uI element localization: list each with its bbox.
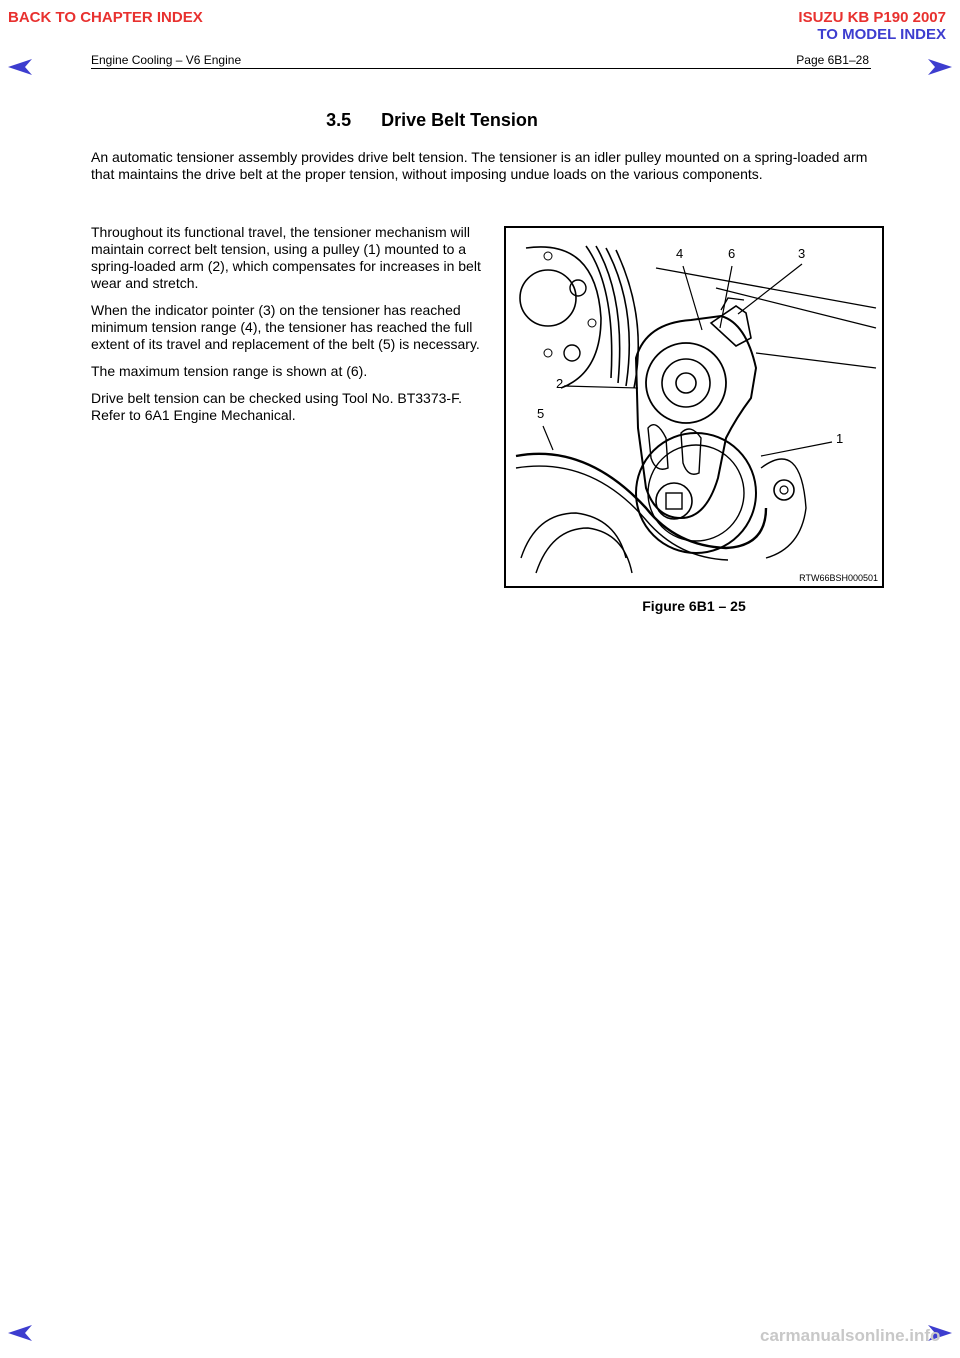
callout-3: 3 bbox=[798, 246, 806, 261]
callout-6: 6 bbox=[728, 246, 736, 261]
back-to-chapter-index-link[interactable]: BACK TO CHAPTER INDEX bbox=[8, 9, 203, 26]
intro-paragraph: An automatic tensioner assembly provides drive belt tension. The tensioner is an idler pulley mounted on a spring-loaded arm that maintains the drive belt at the proper tension, without imposing undue loads on the various components. bbox=[91, 149, 868, 182]
arrow-left-icon[interactable] bbox=[6, 1324, 34, 1342]
watermark: carmanualsonline.info bbox=[760, 1326, 941, 1345]
arrow-right-icon[interactable] bbox=[926, 58, 954, 76]
section-heading: 3.5 Drive Belt Tension bbox=[326, 110, 538, 130]
header-section: Engine Cooling – V6 Engine bbox=[91, 53, 242, 67]
paragraph-max-tension: The maximum tension range is shown at (6). bbox=[91, 363, 368, 379]
callout-2: 2 bbox=[556, 376, 564, 391]
figure-caption: Figure 6B1 – 25 bbox=[642, 598, 746, 614]
header-rule bbox=[91, 68, 871, 69]
paragraph-tensioner-mechanism: Throughout its functional travel, the tensioner mechanism will maintain correct belt tension, using a pulley (1) mounted to a spring-loaded arm (2), which compensates for increases in belt wear and stretch. bbox=[91, 224, 481, 291]
figure-drive-belt-tensioner bbox=[504, 226, 884, 588]
paragraph-indicator-pointer: When the indicator pointer (3) on the tensioner has reached minimum tension range (4), the tensioner has reached the full extent of its travel and replacement of the belt (5) is necessary. bbox=[91, 302, 480, 352]
tensioner-illustration bbox=[506, 228, 882, 586]
model-nav bbox=[798, 9, 946, 43]
body-text bbox=[91, 224, 486, 434]
arrow-left-icon[interactable] bbox=[6, 58, 34, 76]
callout-1: 1 bbox=[836, 431, 844, 446]
callout-5: 5 bbox=[537, 406, 545, 421]
callout-4: 4 bbox=[676, 246, 684, 261]
to-model-index-link[interactable]: TO MODEL INDEX bbox=[817, 26, 946, 43]
model-title-link[interactable]: ISUZU KB P190 2007 bbox=[798, 9, 946, 26]
figure-code: RTW66BSH000501 bbox=[799, 573, 878, 583]
header-page-number: Page 6B1–28 bbox=[796, 53, 869, 67]
paragraph-tool-reference: Drive belt tension can be checked using Tool No. BT3373-F. Refer to 6A1 Engine Mechanical. bbox=[91, 390, 462, 423]
